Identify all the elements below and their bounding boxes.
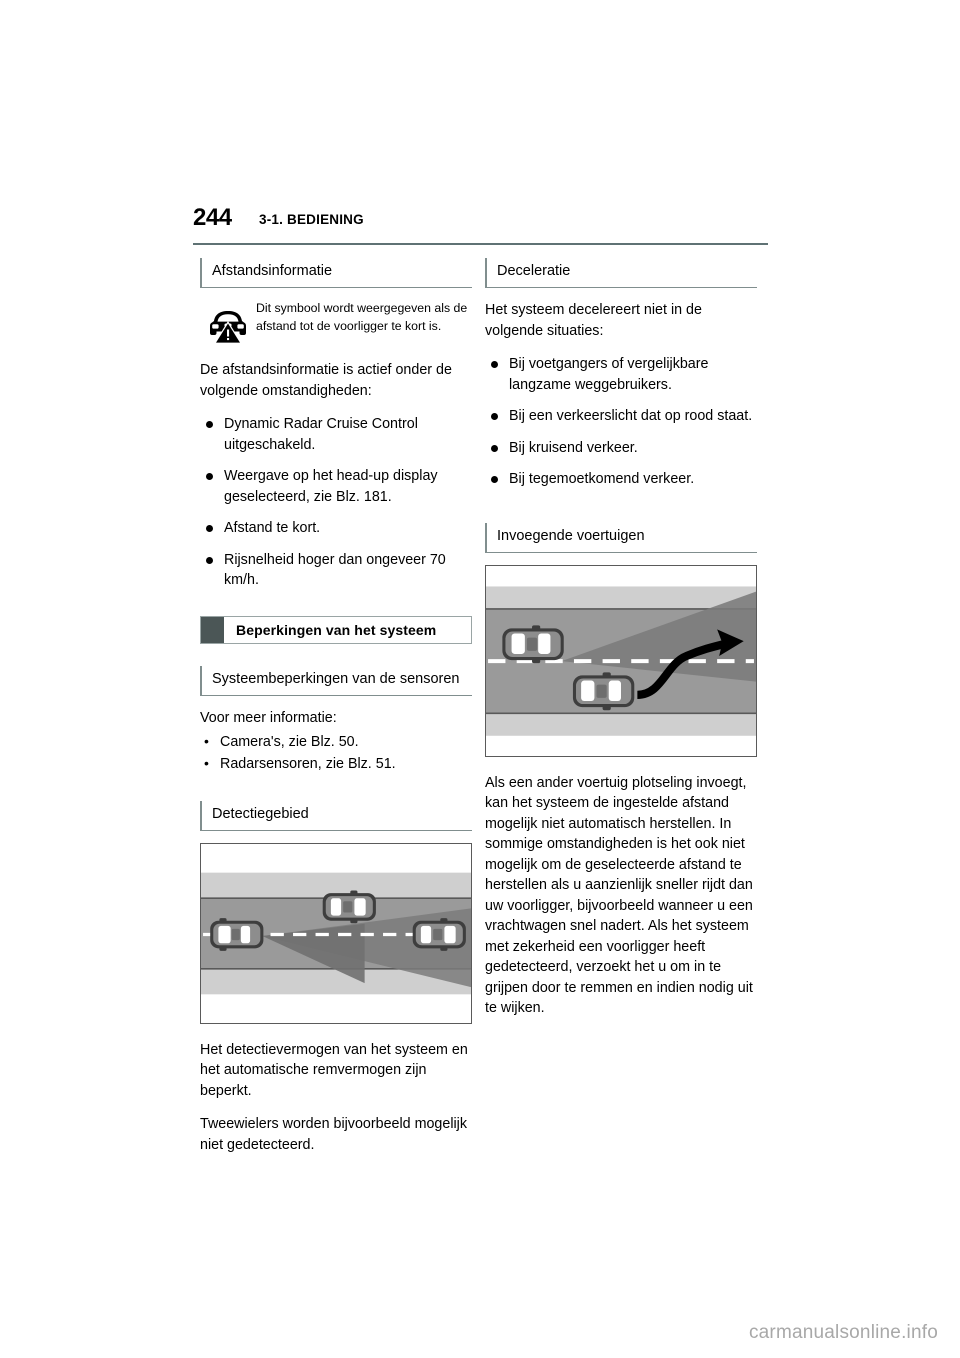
footer-watermark: carmanualsonline.info xyxy=(748,1322,938,1343)
left-column xyxy=(200,258,472,1168)
section-heading-label: Invoegende voertuigen xyxy=(497,527,645,544)
deceleratie-intro: Het systeem decelereert niet in de volgende situaties: xyxy=(485,302,702,339)
boxed-heading-label: Beperkingen van het systeem xyxy=(236,621,437,638)
detectiegebied-paragraph-1: Het detectievermogen van het systeem en het automatische remvermogen zijn beperkt. xyxy=(200,1041,468,1099)
detectiegebied-paragraph-2: Tweewielers worden bijvoorbeeld mogelijk niet gedetecteerd. xyxy=(200,1116,468,1153)
section-heading-detectiegebied xyxy=(200,801,472,831)
afstandsinformatie-intro: De afstandsinformatie is actief onder de volgende omstandigheden: xyxy=(200,362,452,399)
deceleratie-bullet-list xyxy=(485,354,757,490)
section-heading-invoegende-voertuigen xyxy=(485,523,757,553)
list-item: Weergave op het head-up display geselecteerd, zie Blz. 181. xyxy=(200,466,472,507)
list-item: • Radarsensoren, zie Blz. 51. xyxy=(200,754,472,775)
afstandsinformatie-bullet-list xyxy=(200,414,472,591)
detection-area-diagram xyxy=(200,843,472,1024)
list-item: • Camera's, zie Blz. 50. xyxy=(200,732,472,753)
invoegende-voertuigen-paragraph: Als een ander voertuig plotseling invoegt, kan het systeem de ingestelde afstand mogelijk niet automatisch herstellen. In sommige omstandigheden is het ook niet mogelijk om de geselecteerde afstand te herstellen als u aanzienlijk sneller rijdt dan uw voorligger, bijvoorbeeld wanneer u een vrachtwagen snel nadert. Als het systeem met zekerheid een voorligger heeft gedetecteerd, verzoekt het u om in te grijpen door te remmen en indien nodig uit te wijken. xyxy=(485,774,753,1017)
header-divider xyxy=(193,243,768,245)
section-heading-label: Systeembeperkingen van de sensoren xyxy=(212,670,460,687)
systeembeperkingen-intro: Voor meer informatie: xyxy=(200,709,337,726)
section-heading-label: Detectiegebied xyxy=(212,806,309,822)
systeembeperkingen-item-list xyxy=(200,732,472,774)
right-column xyxy=(485,258,757,1032)
merging-vehicle-diagram xyxy=(485,565,757,757)
section-heading-afstandsinformatie xyxy=(200,258,472,288)
list-item: Bij een verkeerslicht dat op rood staat. xyxy=(485,406,757,427)
vehicle-distance-warning-icon xyxy=(200,300,256,346)
section-heading-label: Afstandsinformatie xyxy=(212,263,333,279)
page-header xyxy=(193,205,768,239)
symbol-note-text: Dit symbool wordt weergegeven als de afstand tot de voorligger te kort is. xyxy=(256,301,468,333)
list-item: Afstand te kort. xyxy=(200,518,472,539)
heading-color-swatch xyxy=(201,617,224,643)
section-heading-deceleratie xyxy=(485,258,757,288)
list-item: Bij voetgangers of vergelijkbare langzame weggebruikers. xyxy=(485,354,757,395)
symbol-note xyxy=(200,300,472,346)
section-heading-systeembeperkingen xyxy=(200,666,472,696)
list-item: Rijsnelheid hoger dan ongeveer 70 km/h. xyxy=(200,550,472,591)
page-number: 244 xyxy=(193,204,232,231)
list-item: Dynamic Radar Cruise Control uitgeschakeld. xyxy=(200,414,472,455)
list-item: Bij kruisend verkeer. xyxy=(485,438,757,459)
chapter-title: 3-1. BEDIENING xyxy=(259,212,364,227)
list-item: Bij tegemoetkomend verkeer. xyxy=(485,469,757,490)
section-heading-label: Deceleratie xyxy=(497,263,571,279)
boxed-section-heading xyxy=(200,616,472,644)
